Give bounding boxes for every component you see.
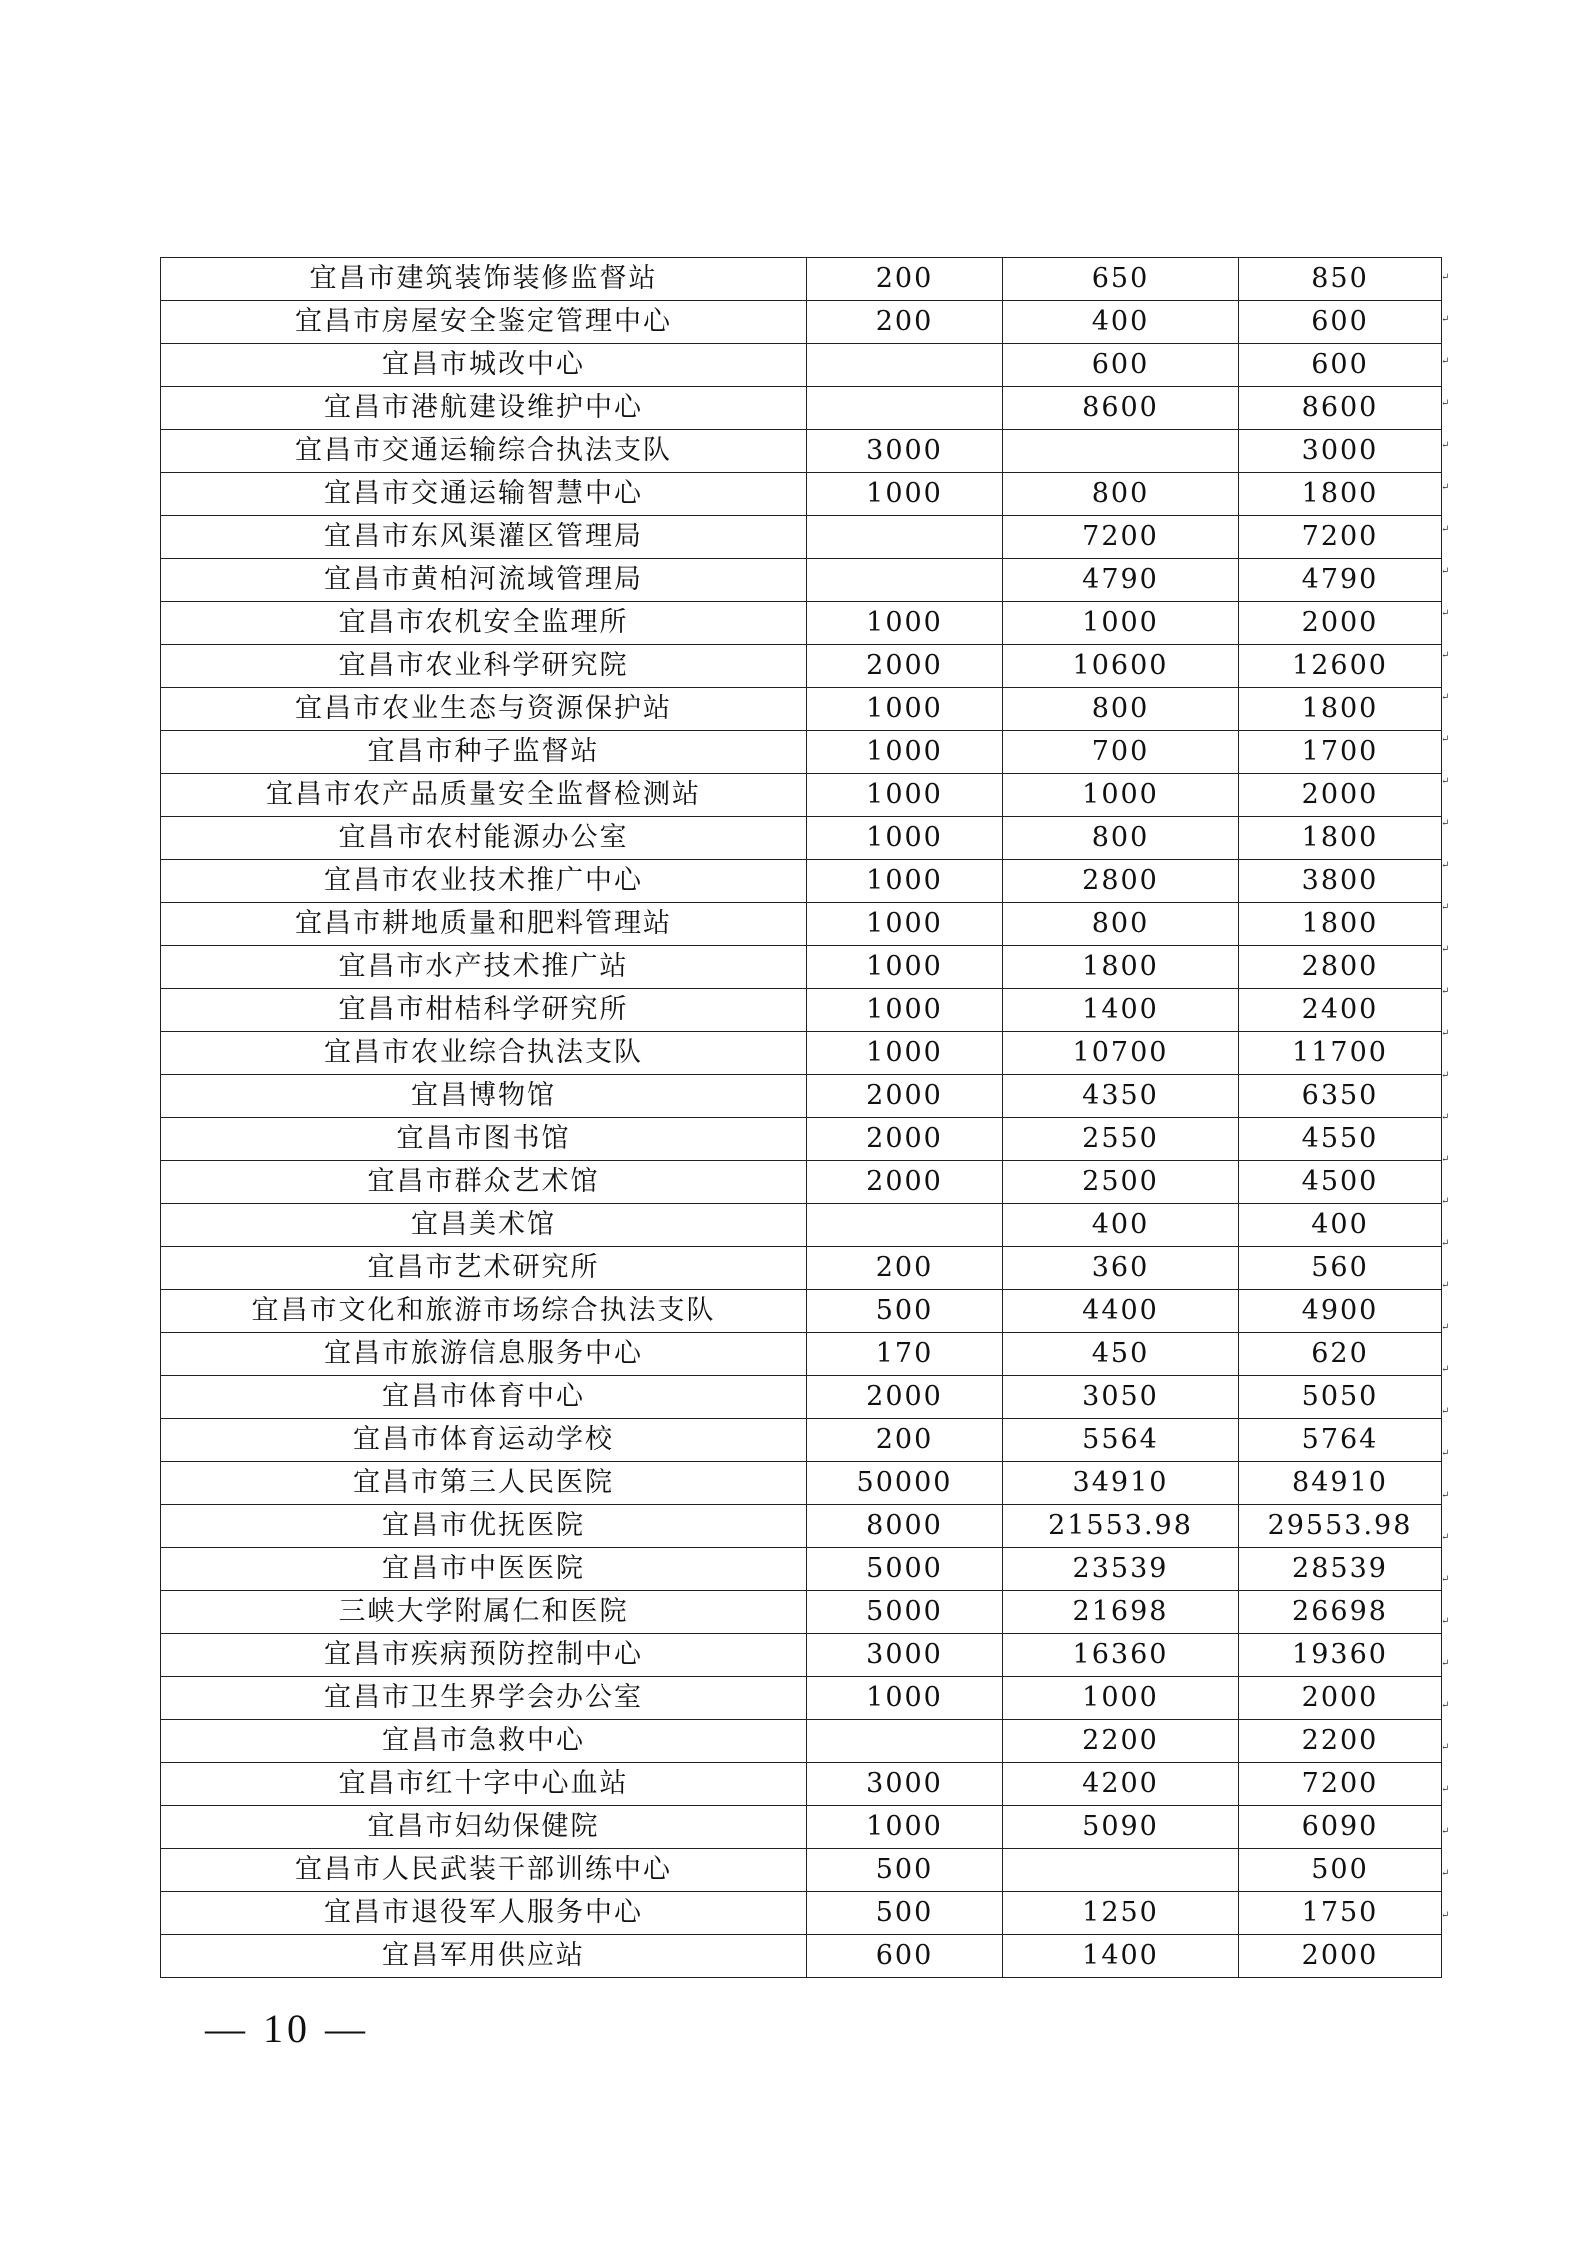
row-end-mark: ↵: [1441, 1868, 1450, 1879]
amount-cell-1: 200: [807, 301, 1003, 344]
amount-cell-2: 21698: [1003, 1591, 1239, 1634]
amount-cell-2: 2200: [1003, 1720, 1239, 1763]
table-row: [161, 1935, 1442, 1978]
total-cell: 1800: [1239, 688, 1442, 731]
amount-cell-2: 4400: [1003, 1290, 1239, 1333]
total-cell: 5050: [1239, 1376, 1442, 1419]
amount-cell-1: 2000: [807, 1161, 1003, 1204]
amount-cell-2: 800: [1003, 688, 1239, 731]
total-cell: 620: [1239, 1333, 1442, 1376]
unit-name-cell: 宜昌市农业科学研究院: [161, 645, 807, 688]
unit-name-cell: 宜昌市柑桔科学研究所: [161, 989, 807, 1032]
total-cell: 2400: [1239, 989, 1442, 1032]
unit-name-cell: 宜昌市农机安全监理所: [161, 602, 807, 645]
amount-cell-1: 1000: [807, 1032, 1003, 1075]
total-cell: 600: [1239, 344, 1442, 387]
total-cell: 1800: [1239, 903, 1442, 946]
table-row: [161, 430, 1442, 473]
total-cell: 4900: [1239, 1290, 1442, 1333]
table-row: [161, 258, 1442, 301]
unit-name-cell: 宜昌市第三人民医院: [161, 1462, 807, 1505]
amount-cell-2: 1000: [1003, 602, 1239, 645]
table-row: [161, 1634, 1442, 1677]
amount-cell-1: 1000: [807, 731, 1003, 774]
total-cell: 6350: [1239, 1075, 1442, 1118]
unit-name-cell: 宜昌市耕地质量和肥料管理站: [161, 903, 807, 946]
row-end-mark: ↵: [1441, 482, 1450, 493]
table-row: [161, 688, 1442, 731]
unit-name-cell: 宜昌市交通运输综合执法支队: [161, 430, 807, 473]
amount-cell-2: 2500: [1003, 1161, 1239, 1204]
amount-cell-2: 7200: [1003, 516, 1239, 559]
amount-cell-2: 400: [1003, 301, 1239, 344]
table-row: [161, 731, 1442, 774]
table-row: [161, 946, 1442, 989]
row-end-mark: ↵: [1441, 1574, 1450, 1585]
total-cell: 12600: [1239, 645, 1442, 688]
unit-name-cell: 宜昌市建筑装饰装修监督站: [161, 258, 807, 301]
row-end-mark: ↵: [1441, 1616, 1450, 1627]
table-row: [161, 301, 1442, 344]
row-end-mark: ↵: [1441, 524, 1450, 535]
unit-name-cell: 宜昌市农村能源办公室: [161, 817, 807, 860]
total-cell: 6090: [1239, 1806, 1442, 1849]
amount-cell-1: 3000: [807, 1763, 1003, 1806]
amount-cell-1: 3000: [807, 1634, 1003, 1677]
amount-cell-1: [807, 516, 1003, 559]
row-end-mark: ↵: [1441, 608, 1450, 619]
total-cell: 8600: [1239, 387, 1442, 430]
amount-cell-2: 700: [1003, 731, 1239, 774]
table-row: [161, 817, 1442, 860]
amount-cell-1: 5000: [807, 1591, 1003, 1634]
table-row: [161, 387, 1442, 430]
amount-cell-1: 170: [807, 1333, 1003, 1376]
row-end-mark: ↵: [1441, 902, 1450, 913]
amount-cell-2: 1400: [1003, 1935, 1239, 1978]
table-row: [161, 1892, 1442, 1935]
table-row: [161, 1075, 1442, 1118]
amount-cell-2: 650: [1003, 258, 1239, 301]
total-cell: 5764: [1239, 1419, 1442, 1462]
total-cell: 2200: [1239, 1720, 1442, 1763]
row-end-mark: ↵: [1441, 440, 1450, 451]
amount-cell-1: 8000: [807, 1505, 1003, 1548]
total-cell: 1750: [1239, 1892, 1442, 1935]
amount-cell-2: 4350: [1003, 1075, 1239, 1118]
amount-cell-1: 3000: [807, 430, 1003, 473]
table-row: [161, 1462, 1442, 1505]
unit-name-cell: 宜昌市东风渠灌区管理局: [161, 516, 807, 559]
unit-name-cell: 宜昌市红十字中心血站: [161, 1763, 807, 1806]
row-end-mark: ↵: [1441, 314, 1450, 325]
row-end-mark: ↵: [1441, 692, 1450, 703]
row-end-mark: ↵: [1441, 1826, 1450, 1837]
amount-cell-2: 1000: [1003, 1677, 1239, 1720]
amount-cell-2: 5564: [1003, 1419, 1239, 1462]
amount-cell-2: 800: [1003, 473, 1239, 516]
total-cell: 1800: [1239, 473, 1442, 516]
table-row: [161, 559, 1442, 602]
amount-cell-1: 200: [807, 258, 1003, 301]
row-end-mark: ↵: [1441, 398, 1450, 409]
unit-name-cell: 宜昌市黄柏河流域管理局: [161, 559, 807, 602]
row-end-mark: ↵: [1441, 650, 1450, 661]
amount-cell-1: 5000: [807, 1548, 1003, 1591]
amount-cell-1: [807, 559, 1003, 602]
row-end-mark: ↵: [1441, 1910, 1450, 1921]
amount-cell-2: 1800: [1003, 946, 1239, 989]
amount-cell-1: 1000: [807, 817, 1003, 860]
amount-cell-1: 1000: [807, 774, 1003, 817]
amount-cell-2: 400: [1003, 1204, 1239, 1247]
amount-cell-1: [807, 1204, 1003, 1247]
row-end-mark: ↵: [1441, 734, 1450, 745]
unit-name-cell: 宜昌市水产技术推广站: [161, 946, 807, 989]
unit-name-cell: 宜昌市图书馆: [161, 1118, 807, 1161]
table-body: [161, 258, 1442, 1978]
amount-cell-1: 1000: [807, 946, 1003, 989]
unit-name-cell: 宜昌市中医医院: [161, 1548, 807, 1591]
amount-cell-2: 21553.98: [1003, 1505, 1239, 1548]
row-end-mark: ↵: [1441, 1742, 1450, 1753]
row-end-mark: ↵: [1441, 1028, 1450, 1039]
row-end-mark: ↵: [1441, 566, 1450, 577]
unit-name-cell: 宜昌市疾病预防控制中心: [161, 1634, 807, 1677]
amount-cell-1: 500: [807, 1290, 1003, 1333]
row-end-mark: ↵: [1441, 1658, 1450, 1669]
total-cell: 2000: [1239, 1935, 1442, 1978]
table-row: [161, 1548, 1442, 1591]
table-row: [161, 1806, 1442, 1849]
page-number: — 10 —: [205, 2006, 369, 2051]
table-row: [161, 1505, 1442, 1548]
table-row: [161, 473, 1442, 516]
total-cell: 7200: [1239, 516, 1442, 559]
table-row: [161, 1204, 1442, 1247]
unit-name-cell: 宜昌市体育运动学校: [161, 1419, 807, 1462]
total-cell: 4790: [1239, 559, 1442, 602]
unit-name-cell: 宜昌市群众艺术馆: [161, 1161, 807, 1204]
table-row: [161, 1763, 1442, 1806]
amount-cell-1: 1000: [807, 989, 1003, 1032]
amount-cell-1: 1000: [807, 602, 1003, 645]
table-row: [161, 989, 1442, 1032]
table-row: [161, 516, 1442, 559]
row-end-mark: ↵: [1441, 818, 1450, 829]
row-end-mark: ↵: [1441, 1784, 1450, 1795]
table-row: [161, 1720, 1442, 1763]
table-row: [161, 860, 1442, 903]
row-end-mark: ↵: [1441, 1322, 1450, 1333]
amount-cell-1: 1000: [807, 860, 1003, 903]
unit-name-cell: 宜昌军用供应站: [161, 1935, 807, 1978]
table-row: [161, 1118, 1442, 1161]
total-cell: 3800: [1239, 860, 1442, 903]
row-end-mark: ↵: [1441, 944, 1450, 955]
table-row: [161, 1376, 1442, 1419]
unit-name-cell: 宜昌市交通运输智慧中心: [161, 473, 807, 516]
total-cell: 500: [1239, 1849, 1442, 1892]
amount-cell-2: 1250: [1003, 1892, 1239, 1935]
amount-cell-1: 1000: [807, 1677, 1003, 1720]
unit-name-cell: 宜昌市旅游信息服务中心: [161, 1333, 807, 1376]
table-row: [161, 602, 1442, 645]
row-end-mark: ↵: [1441, 1280, 1450, 1291]
amount-cell-2: 800: [1003, 903, 1239, 946]
table-row: [161, 1591, 1442, 1634]
amount-cell-1: 1000: [807, 688, 1003, 731]
amount-cell-1: [807, 387, 1003, 430]
amount-cell-2: 4790: [1003, 559, 1239, 602]
unit-name-cell: 宜昌市文化和旅游市场综合执法支队: [161, 1290, 807, 1333]
table-row: [161, 1161, 1442, 1204]
amount-cell-2: 600: [1003, 344, 1239, 387]
unit-name-cell: 宜昌市妇幼保健院: [161, 1806, 807, 1849]
unit-name-cell: 宜昌博物馆: [161, 1075, 807, 1118]
amount-cell-1: 500: [807, 1892, 1003, 1935]
unit-name-cell: 宜昌市急救中心: [161, 1720, 807, 1763]
amount-cell-1: 500: [807, 1849, 1003, 1892]
table-row: [161, 1419, 1442, 1462]
unit-name-cell: 宜昌市城改中心: [161, 344, 807, 387]
unit-name-cell: 宜昌市人民武装干部训练中心: [161, 1849, 807, 1892]
amount-cell-2: 1400: [1003, 989, 1239, 1032]
row-end-mark: ↵: [1441, 1364, 1450, 1375]
total-cell: 400: [1239, 1204, 1442, 1247]
total-cell: 2800: [1239, 946, 1442, 989]
total-cell: 2000: [1239, 602, 1442, 645]
amount-cell-1: 2000: [807, 1075, 1003, 1118]
unit-name-cell: 三峡大学附属仁和医院: [161, 1591, 807, 1634]
amount-cell-2: 2550: [1003, 1118, 1239, 1161]
unit-name-cell: 宜昌市退役军人服务中心: [161, 1892, 807, 1935]
amount-cell-2: 4200: [1003, 1763, 1239, 1806]
amount-cell-2: [1003, 430, 1239, 473]
total-cell: 28539: [1239, 1548, 1442, 1591]
amount-cell-1: 200: [807, 1419, 1003, 1462]
amount-cell-2: 360: [1003, 1247, 1239, 1290]
amount-cell-2: 34910: [1003, 1462, 1239, 1505]
amount-cell-1: 1000: [807, 903, 1003, 946]
row-end-mark: ↵: [1441, 1070, 1450, 1081]
total-cell: 3000: [1239, 430, 1442, 473]
table-row: [161, 1677, 1442, 1720]
amount-cell-2: 10600: [1003, 645, 1239, 688]
total-cell: 4500: [1239, 1161, 1442, 1204]
amount-cell-1: 600: [807, 1935, 1003, 1978]
row-end-mark: ↵: [1441, 1238, 1450, 1249]
amount-cell-1: 1000: [807, 1806, 1003, 1849]
row-end-mark: ↵: [1441, 1154, 1450, 1165]
table-row: [161, 1032, 1442, 1075]
table-row: [161, 1333, 1442, 1376]
amount-cell-1: 2000: [807, 645, 1003, 688]
row-end-mark: ↵: [1441, 356, 1450, 367]
total-cell: 560: [1239, 1247, 1442, 1290]
table-row: [161, 774, 1442, 817]
table-row: [161, 1247, 1442, 1290]
unit-name-cell: 宜昌市种子监督站: [161, 731, 807, 774]
row-end-mark: ↵: [1441, 1196, 1450, 1207]
amount-cell-1: [807, 1720, 1003, 1763]
row-end-mark: ↵: [1441, 1448, 1450, 1459]
total-cell: 2000: [1239, 774, 1442, 817]
unit-name-cell: 宜昌市卫生界学会办公室: [161, 1677, 807, 1720]
total-cell: 29553.98: [1239, 1505, 1442, 1548]
row-end-mark: ↵: [1441, 1532, 1450, 1543]
amount-cell-1: 1000: [807, 473, 1003, 516]
unit-name-cell: 宜昌市农业生态与资源保护站: [161, 688, 807, 731]
amount-cell-2: 5090: [1003, 1806, 1239, 1849]
unit-name-cell: 宜昌市农业技术推广中心: [161, 860, 807, 903]
row-end-mark: ↵: [1441, 860, 1450, 871]
total-cell: 19360: [1239, 1634, 1442, 1677]
amount-cell-1: 50000: [807, 1462, 1003, 1505]
total-cell: 1800: [1239, 817, 1442, 860]
unit-name-cell: 宜昌市农产品质量安全监督检测站: [161, 774, 807, 817]
unit-name-cell: 宜昌市优抚医院: [161, 1505, 807, 1548]
amount-cell-2: 3050: [1003, 1376, 1239, 1419]
total-cell: 2000: [1239, 1677, 1442, 1720]
table-row: [161, 1290, 1442, 1333]
row-end-mark: ↵: [1441, 1490, 1450, 1501]
amount-cell-1: 200: [807, 1247, 1003, 1290]
amount-cell-2: 8600: [1003, 387, 1239, 430]
amount-cell-2: 23539: [1003, 1548, 1239, 1591]
unit-name-cell: 宜昌市艺术研究所: [161, 1247, 807, 1290]
row-end-mark: ↵: [1441, 1112, 1450, 1123]
row-end-mark: ↵: [1441, 776, 1450, 787]
total-cell: 26698: [1239, 1591, 1442, 1634]
amount-cell-2: 2800: [1003, 860, 1239, 903]
row-end-mark: ↵: [1441, 986, 1450, 997]
row-end-mark: ↵: [1441, 1700, 1450, 1711]
budget-table: [160, 257, 1442, 1978]
total-cell: 850: [1239, 258, 1442, 301]
amount-cell-1: 2000: [807, 1376, 1003, 1419]
amount-cell-2: 16360: [1003, 1634, 1239, 1677]
total-cell: 84910: [1239, 1462, 1442, 1505]
total-cell: 7200: [1239, 1763, 1442, 1806]
amount-cell-2: 1000: [1003, 774, 1239, 817]
unit-name-cell: 宜昌市房屋安全鉴定管理中心: [161, 301, 807, 344]
unit-name-cell: 宜昌美术馆: [161, 1204, 807, 1247]
amount-cell-2: 10700: [1003, 1032, 1239, 1075]
amount-cell-2: 800: [1003, 817, 1239, 860]
unit-name-cell: 宜昌市农业综合执法支队: [161, 1032, 807, 1075]
amount-cell-2: [1003, 1849, 1239, 1892]
unit-name-cell: 宜昌市港航建设维护中心: [161, 387, 807, 430]
amount-cell-2: 450: [1003, 1333, 1239, 1376]
row-end-mark: ↵: [1441, 272, 1450, 283]
table-row: [161, 903, 1442, 946]
unit-name-cell: 宜昌市体育中心: [161, 1376, 807, 1419]
total-cell: 600: [1239, 301, 1442, 344]
total-cell: 4550: [1239, 1118, 1442, 1161]
table-row: [161, 645, 1442, 688]
amount-cell-1: [807, 344, 1003, 387]
total-cell: 11700: [1239, 1032, 1442, 1075]
table-row: [161, 344, 1442, 387]
row-end-mark: ↵: [1441, 1406, 1450, 1417]
amount-cell-1: 2000: [807, 1118, 1003, 1161]
total-cell: 1700: [1239, 731, 1442, 774]
table-row: [161, 1849, 1442, 1892]
